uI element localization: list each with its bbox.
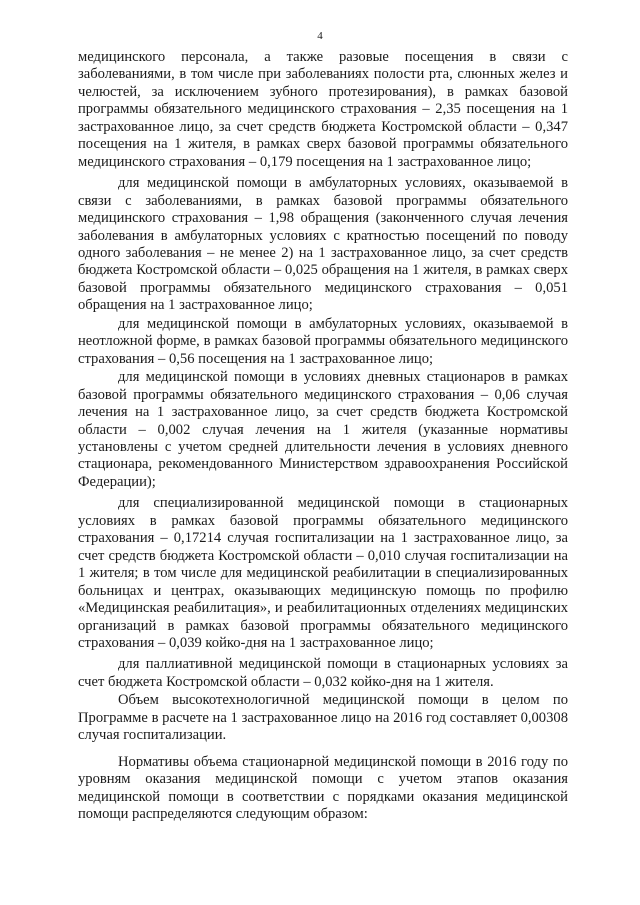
paragraph-specialized-inpatient: для специализированной медицинской помощи в стационарных условиях в рамках базовой программы обязательного медицинского страхования – 0,17214 случая госпитализации на 1 застрахованное лицо, за счет средств бюджета Костромской области – 0,010 случая госпитализации на 1 жителя; в том числе для медицинской реабилитации в специализированных больницах и центрах, оказывающих медицинскую помощь по профилю «Медицинская реабилитация», и реабилитационных отделениях медицинских организаций в рамках базовой программы обязательного медицинского страхования – 0,039 койко-дня на 1 застрахованное лицо; <box>78 495 568 651</box>
paragraph-outpatient-visits-continued: медицинского персонала, а также разовые посещения в связи с заболеваниями, в том числе при заболеваниях полости рта, слюнных желез и челюстей, за исключением зубного протезирования), в рамках базовой программы обязательного медицинского страхования – 2,35 посещения на 1 застрахованное лицо, за счет средств бюджета Костромской области – 0,347 посещения на 1 жителя, в рамках сверх базовой программы обязательного медицинского страхования – 0,179 посещения на 1 застрахованное лицо; <box>78 49 568 170</box>
paragraph-palliative-care: для паллиативной медицинской помощи в стационарных условиях за счет бюджета Костромской области – 0,032 койко-дня на 1 жителя. <box>78 656 568 690</box>
paragraph-inpatient-norms-distribution: Нормативы объема стационарной медицинской помощи в 2016 году по уровням оказания медицинской помощи с учетом этапов оказания медицинской помощи в соответствии с порядками оказания медицинской помощи распределяются следующим образом: <box>78 753 568 823</box>
document-body <box>78 49 568 823</box>
page-number: 4 <box>317 30 323 42</box>
paragraph-outpatient-emergency: для медицинской помощи в амбулаторных условиях, оказываемой в неотложной форме, в рамках базовой программы обязательного медицинского страхования – 0,56 посещения на 1 застрахованное лицо; <box>78 315 568 367</box>
paragraph-high-tech-care: Объем высокотехнологичной медицинской помощи в целом по Программе в расчете на 1 застрахованное лицо на 2016 год составляет 0,00308 случая госпитализации. <box>78 692 568 744</box>
paragraph-outpatient-disease-appeals: для медицинской помощи в амбулаторных условиях, оказываемой в связи с заболеваниями, в рамках базовой программы обязательного медицинского страхования – 1,98 обращения (законченного случая лечения заболевания в амбулаторных условиях с кратностью посещений по поводу одного заболевания – не менее 2) на 1 застрахованное лицо, за счет средств бюджета Костромской области – 0,025 обращения на 1 жителя, в рамках сверх базовой программы обязательного медицинского страхования – 0,051 обращения на 1 застрахованное лицо; <box>78 175 568 314</box>
paragraph-day-hospital: для медицинской помощи в условиях дневных стационаров в рамках базовой программы обязательного медицинского страхования – 0,06 случая лечения на 1 застрахованное лицо, за счет средств бюджета Костромской области – 0,002 случая лечения на 1 жителя (указанные нормативы установлены с учетом средней длительности лечения в условиях дневного стационара, рекомендованного Министерством здравоохранения Российской Федерации); <box>78 369 568 490</box>
